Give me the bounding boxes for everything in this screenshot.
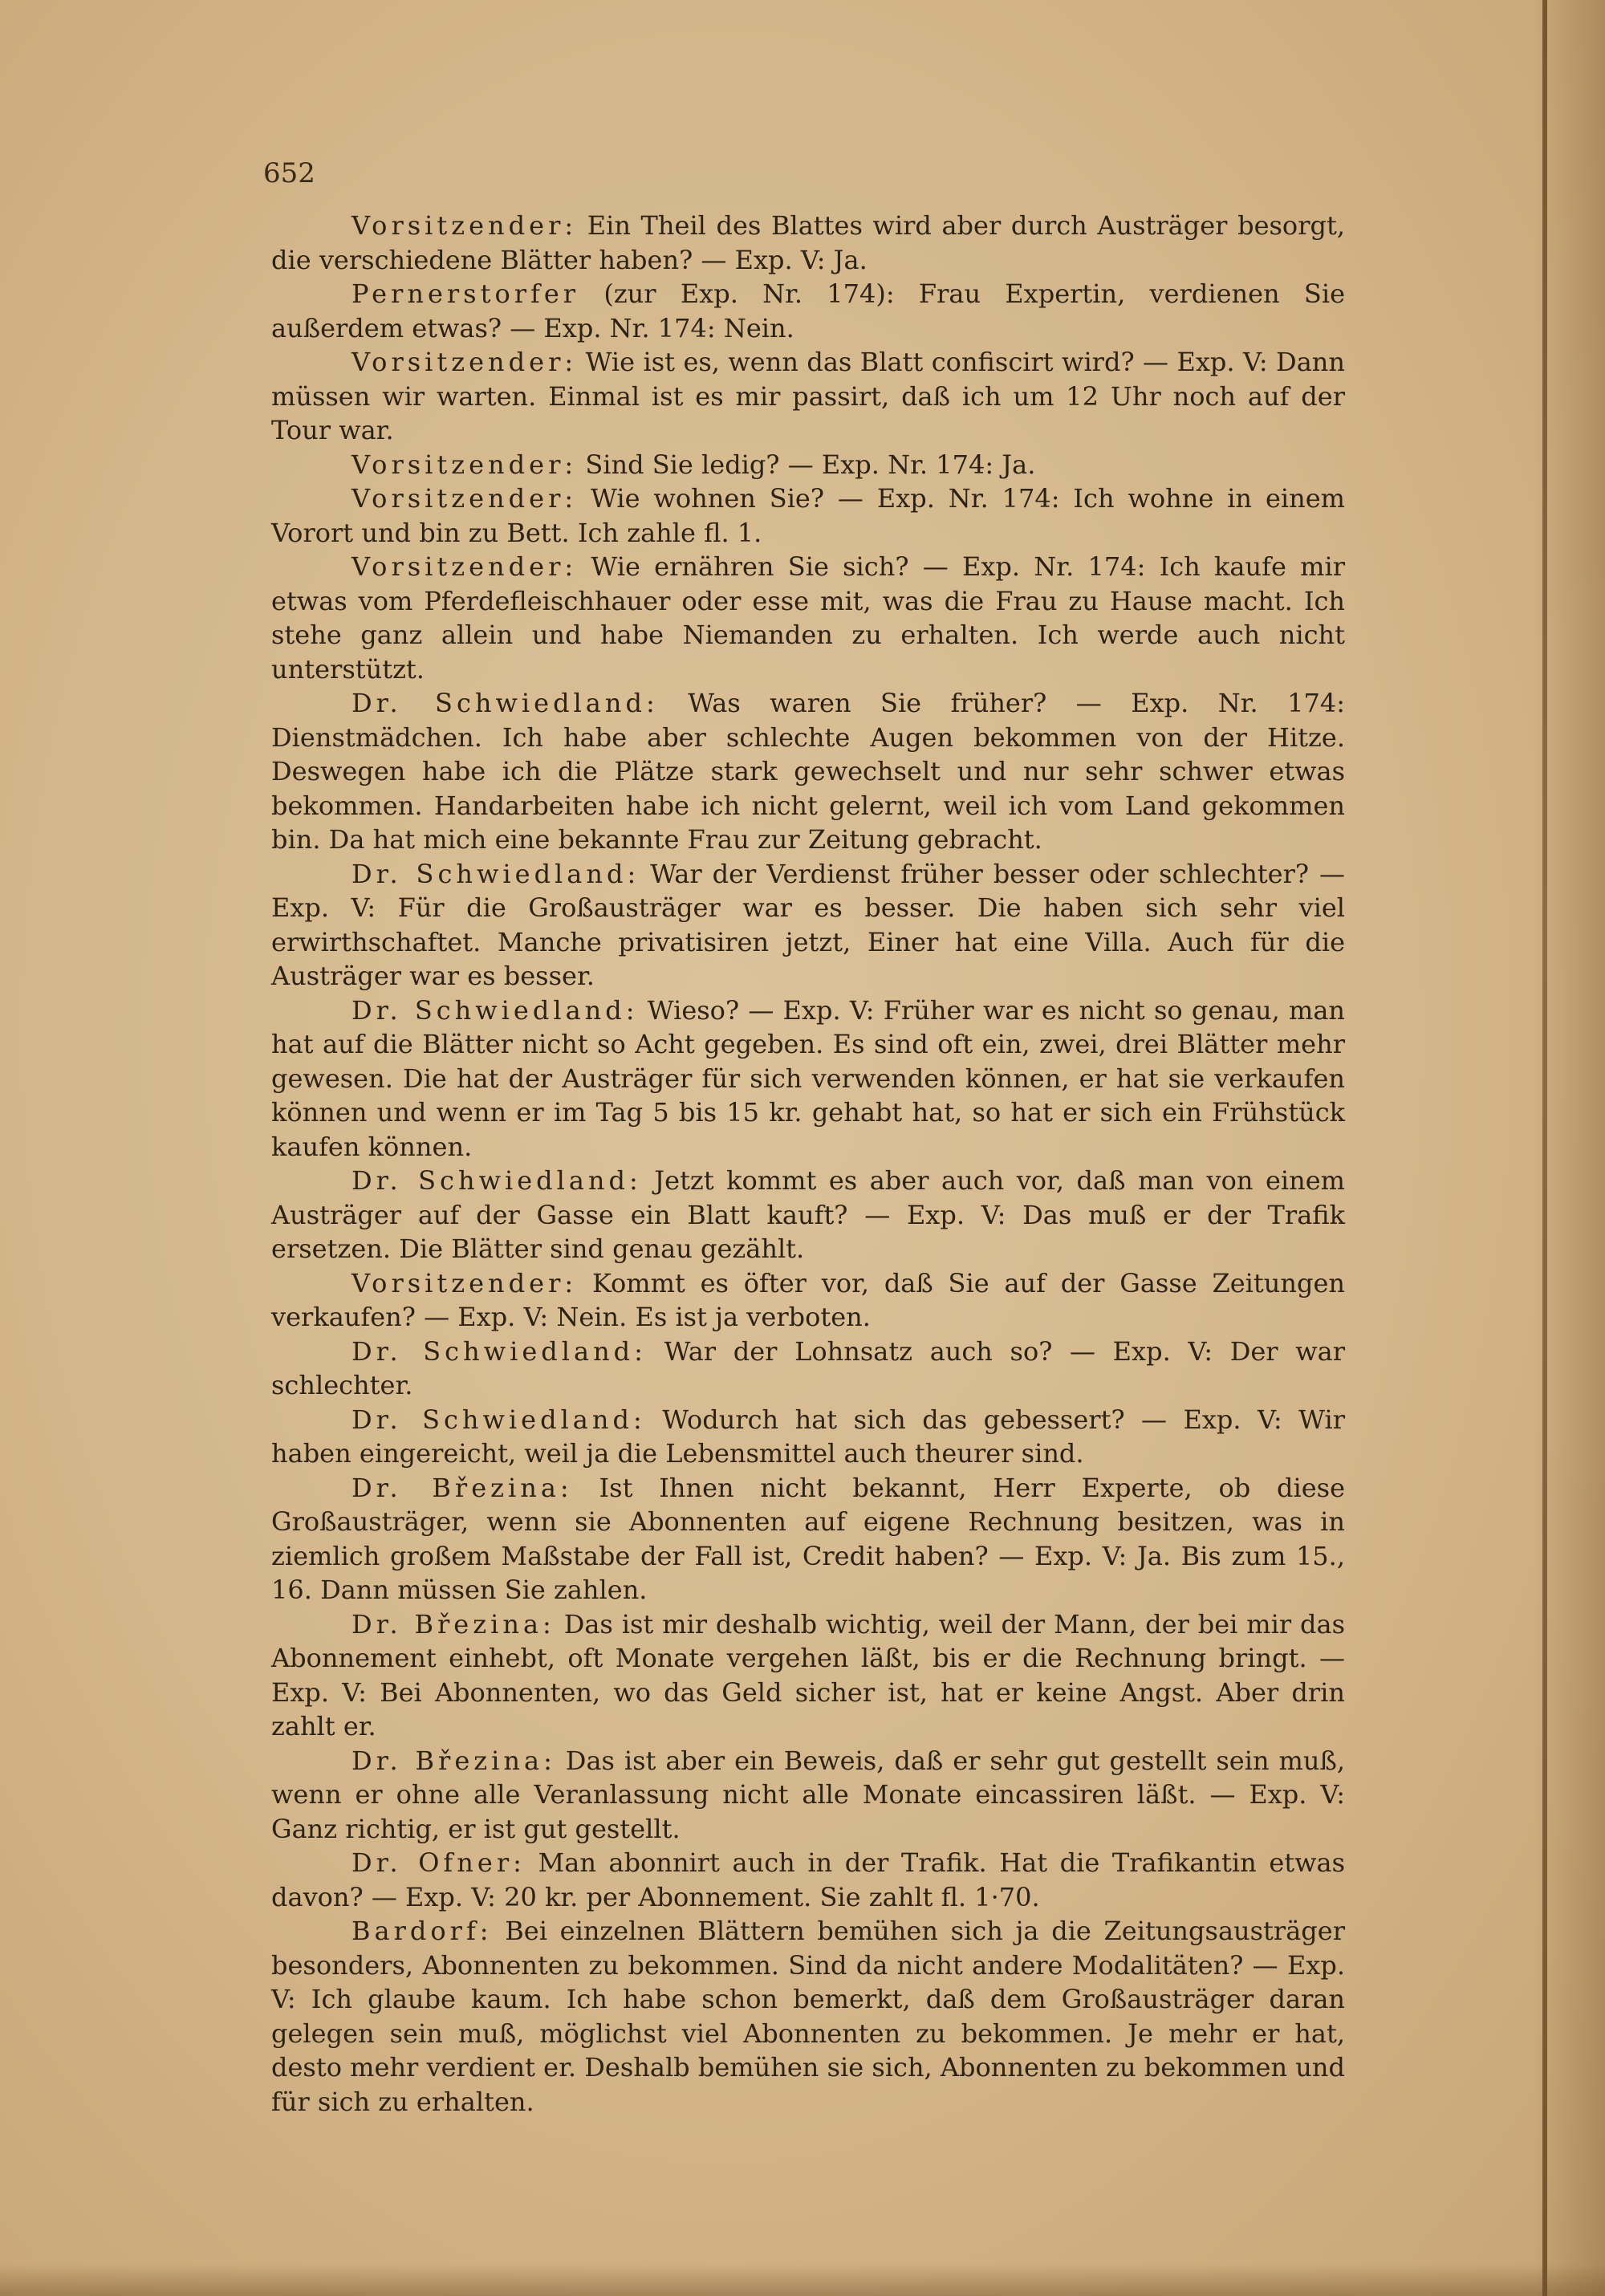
paragraph [271, 1403, 1345, 1471]
paragraph-text: (zur Exp. Nr. 174): Frau Expertin, verdienen Sie außerdem etwas? — Exp. Nr. 174: Nein. [271, 278, 1345, 343]
paragraph [271, 277, 1345, 345]
paragraph-text: Wodurch hat sich das gebessert? — Exp. V: Wir haben eingereicht, weil ja die Lebensmittel auch theurer sind. [271, 1404, 1346, 1469]
binding-edge [1542, 0, 1547, 2296]
speaker-name: Vorsitzender: [351, 1267, 578, 1298]
paragraph-text: Wie ernähren Sie sich? — Exp. Nr. 174: Ich kaufe mir etwas vom Pferdefleischhauer oder esse mit, was die Frau zu Hause macht. Ich stehe ganz allein und habe Niemanden zu erhalten. Ich werde auch nicht unterstützt. [271, 551, 1345, 685]
paragraph-text: Ist Ihnen nicht bekannt, Herr Experte, ob diese Großausträger, wenn sie Abonnenten auf eigene Rechnung besitzen, was in ziemlich großem Maßstabe der Fall ist, Credit haben? — Exp. V: Ja. Bis zum 15., 16. Dann müssen Sie zahlen. [271, 1472, 1346, 1605]
speaker-name: Vorsitzender: [351, 551, 578, 582]
paragraph-text: Bei einzelnen Blättern bemühen sich ja die Zeitungsausträger besonders, Abonnenten zu bekommen. Sind da nicht andere Modalitäten? — Exp. V: Ich glaube kaum. Ich habe schon bemerkt, daß dem Großausträger daran gelegen sein muß, möglichst viel Abonnenten zu bekommen. Je mehr er hat, desto mehr verdient er. Deshalb bemühen sie sich, Abonnenten zu bekommen und für sich zu erhalten. [271, 1916, 1345, 2117]
speaker-name: Dr. Schwiedland: [351, 1335, 647, 1367]
speaker-name: Dr. Schwiedland: [351, 994, 639, 1026]
speaker-name: Dr. Schwiedland: [351, 688, 659, 718]
paragraph-text: Das ist aber ein Beweis, daß er sehr gut gestellt sein muß, wenn er ohne alle Veranlassung nicht alle Monate eincassiren läßt. — Exp. V: Ganz richtig, er ist gut gestellt. [271, 1745, 1346, 1844]
paragraph-text: Ein Theil des Blattes wird aber durch Austräger besorgt, die verschiedene Blätter haben? — Exp. V: Ja. [271, 210, 1345, 275]
paragraph-text: Was waren Sie früher? — Exp. Nr. 174: Dienstmädchen. Ich habe aber schlechte Augen bekommen von der Hitze. Deswegen habe ich die Plätze stark gewechselt und nur sehr schwer etwas bekommen. Handarbeiten habe ich nicht gelernt, weil ich vom Land gekommen bin. Da hat mich eine bekannte Frau zur Zeitung gebracht. [271, 688, 1346, 855]
body-text [271, 209, 1345, 2119]
page-number: 652 [263, 157, 315, 189]
paragraph [271, 1335, 1345, 1403]
paragraph [271, 1914, 1345, 2119]
paragraph [271, 209, 1345, 277]
speaker-name: Vorsitzender: [351, 449, 578, 480]
paragraph [271, 1846, 1345, 1914]
paragraph-text: War der Verdienst früher besser oder schlechter? — Exp. V: Für die Großausträger war es besser. Die haben sich sehr viel erwirthschaftet. Manche privatisiren jetzt, Einer hat eine Villa. Auch für die Austräger war es besser. [271, 858, 1346, 991]
paragraph-text: Kommt es öfter vor, daß Sie auf der Gasse Zeitungen verkaufen? — Exp. V: Nein. Es ist ja verboten. [271, 1267, 1345, 1332]
paragraph [271, 1471, 1345, 1607]
speaker-name: Pernerstorfer [351, 278, 580, 309]
paragraph [271, 448, 1345, 482]
paragraph-text: War der Lohnsatz auch so? — Exp. V: Der war schlechter. [271, 1335, 1346, 1400]
bottom-edge-shadow [0, 2264, 1605, 2296]
paragraph [271, 1164, 1345, 1266]
speaker-name: Dr. Schwiedland: [351, 1404, 646, 1435]
paragraph [271, 345, 1345, 448]
speaker-name: Bardorf: [351, 1916, 493, 1946]
speaker-name: Dr. Březina: [351, 1745, 556, 1776]
speaker-name: Vorsitzender: [351, 483, 578, 514]
speaker-name: Dr. Ofner: [351, 1847, 526, 1878]
speaker-name: Vorsitzender: [351, 210, 578, 241]
speaker-name: Dr. Březina: [351, 1472, 573, 1503]
paragraph [271, 1607, 1345, 1744]
paragraph [271, 482, 1345, 550]
paragraph-text: Sind Sie ledig? — Exp. Nr. 174: Ja. [577, 449, 1036, 480]
paragraph-text: Das ist mir deshalb wichtig, weil der Mann, der bei mir das Abonnement einhebt, oft Monate vergehen läßt, bis er die Rechnung bringt. — Exp. V: Bei Abonnenten, wo das Geld sicher ist, hat er keine Angst. Aber drin zahlt er. [271, 1608, 1346, 1741]
paragraph-text: Man abonnirt auch in der Trafik. Hat die Trafikantin etwas davon? — Exp. V: 20 kr. per Abonnement. Sie zahlt fl. 1·70. [271, 1847, 1345, 1912]
paragraph [271, 1744, 1345, 1847]
paragraph [271, 686, 1345, 857]
paragraph-text: Wie wohnen Sie? — Exp. Nr. 174: Ich wohne in einem Vorort und bin zu Bett. Ich zahle fl. 1. [271, 483, 1345, 548]
paragraph-text: Jetzt kommt es aber auch vor, daß man von einem Austräger auf der Gasse ein Blatt kauft? — Exp. V: Das muß er der Trafik ersetzen. Die Blätter sind genau gezählt. [271, 1165, 1345, 1264]
speaker-name: Dr. Březina: [351, 1608, 555, 1640]
paragraph [271, 550, 1345, 686]
paragraph [271, 1266, 1345, 1335]
speaker-name: Dr. Schwiedland: [351, 858, 640, 889]
speaker-name: Vorsitzender: [351, 347, 578, 377]
paragraph [271, 857, 1345, 994]
paragraph-text: Wieso? — Exp. V: Früher war es nicht so genau, man hat auf die Blätter nicht so Acht gegeben. Es sind oft ein, zwei, drei Blätter mehr gewesen. Die hat der Austräger für sich verwenden können, er hat sie verkaufen können und wenn er im Tag 5 bis 15 kr. gehabt hat, so hat er sich ein Frühstück kaufen können. [271, 994, 1346, 1162]
paragraph-text: Wie ist es, wenn das Blatt confiscirt wird? — Exp. V: Dann müssen wir warten. Einmal ist es mir passirt, daß ich um 12 Uhr noch auf der Tour war. [271, 347, 1345, 445]
speaker-name: Dr. Schwiedland: [351, 1165, 642, 1196]
paragraph [271, 994, 1345, 1164]
